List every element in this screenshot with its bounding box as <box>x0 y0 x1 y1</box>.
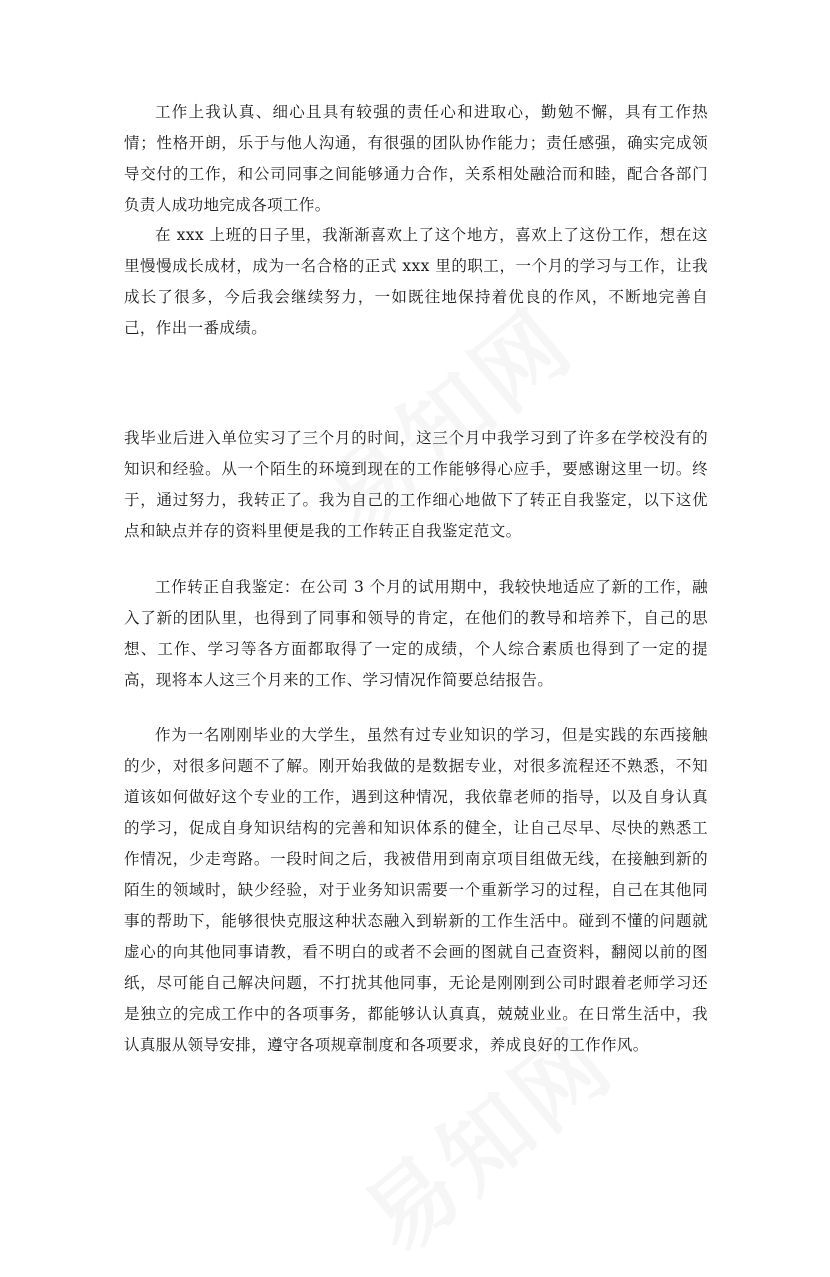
paragraph-self-appraisal: 工作转正自我鉴定：在公司 3 个月的试用期中，我较快地适应了新的工作，融入了新的团队里，也得到了同事和领导的肯定，在他们的教导和培养下，自己的思想、工作、学习等各方面都取得了一定的成绩，个人综合素质也得到了一定的提高，现将本人这三个月来的工作、学习情况作简要总结报告。 <box>124 578 708 689</box>
paragraph-growth: 在 xxx 上班的日子里，我渐渐喜欢上了这个地方，喜欢上了这份工作，想在这里慢慢成长成材，成为一名合格的正式 xxx 里的职工，一个月的学习与工作，让我成长了很多，今后我会继续努力，一如既往地保持着优良的作风，不断地完善自己，作出一番成绩。 <box>124 226 708 337</box>
paragraph-work-experience: 作为一名刚刚毕业的大学生，虽然有过专业知识的学习，但是实践的东西接触的少，对很多问题不了解。刚开始我做的是数据专业，对很多流程还不熟悉，不知道该如何做好这个专业的工作，遇到这种情况，我依靠老师的指导，以及自身认真的学习，促成自身知识结构的完善和知识体系的健全，让自己尽早、尽快的熟悉工作情况，少走弯路。一段时间之后，我被借用到南京项目组做无线，在接触到新的陌生的领域时，缺少经验，对于业务知识需要一个重新学习的过程，自己在其他同事的帮助下，能够很快克服这种状态融入到崭新的工作生活中。碰到不懂的问题就虚心的向其他同事请教，看不明白的或者不会画的图就自己查资料，翻阅以前的图纸，尽可能自己解决问题，不打扰其他同事，无论是刚刚到公司时跟着老师学习还是独立的完成工作中的各项事务，都能够认认真真，兢兢业业。在日常生活中，我认真服从领导安排，遵守各项规章制度和各项要求，养成良好的工作作风。 <box>124 726 708 1054</box>
paragraph-work-attitude: 工作上我认真、细心且具有较强的责任心和进取心，勤勉不懈，具有工作热情；性格开朗，乐于与他人沟通，有很强的团队协作能力；责任感强，确实完成领导交付的工作，和公司同事之间能够通力合作，关系相处融洽而和睦，配合各部门负责人成功地完成各项工作。 <box>124 103 708 214</box>
paragraph-internship-intro: 我毕业后进入单位实习了三个月的时间，这三个月中我学习到了许多在学校没有的知识和经验。从一个陌生的环境到现在的工作能够得心应手，要感谢这里一切。终于，通过努力，我转正了。我为自己的工作细心地做下了转正自我鉴定，以下这优点和缺点并存的资料里便是我的工作转正自我鉴定范文。 <box>124 429 708 540</box>
